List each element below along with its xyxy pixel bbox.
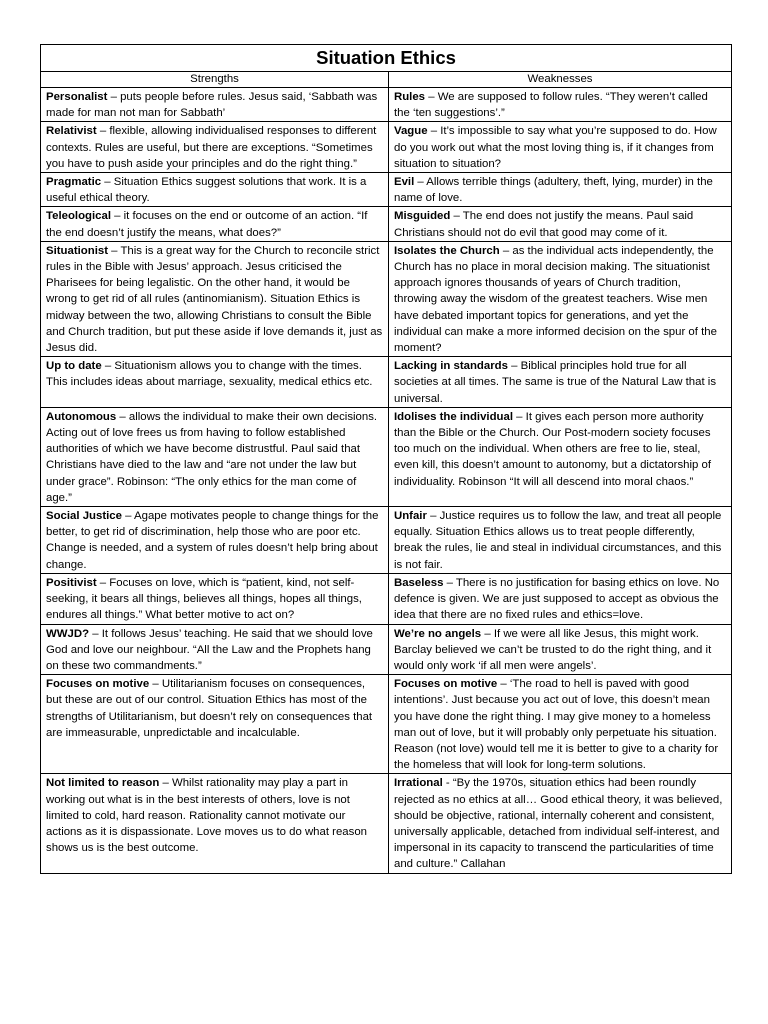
weakness-term: Unfair (394, 510, 427, 523)
strength-cell (41, 241, 389, 356)
weaknesses-header: Weaknesses (389, 72, 732, 88)
strength-cell (41, 122, 389, 173)
strength-term: Pragmatic (46, 176, 102, 189)
strength-description: – Utilitarianism focuses on consequences, but these are out of our control. Situation Ethics has most of the strengths of Utilitarianism, but doesn’t rely on consequences that are immeasurable, unpredictable and incalculable. (46, 678, 373, 739)
table-row (41, 241, 732, 356)
weakness-cell (389, 675, 732, 774)
table-row (41, 675, 732, 774)
weakness-description: – Biblical principles hold true for all societies at all times. The same is true of the Natural Law that is universal. (394, 360, 717, 405)
table-row (41, 624, 732, 675)
strength-term: Focuses on motive (46, 678, 150, 691)
weakness-term: Evil (394, 176, 415, 189)
strength-description: – Focuses on love, which is “patient, kind, not self-seeking, it bears all things, believes all things, hopes all things, endures all things.” What better motive to act on? (46, 576, 362, 622)
weakness-term: Baseless (394, 576, 444, 589)
table-row (41, 407, 732, 506)
weakness-term: Irrational (394, 777, 443, 790)
weakness-description: - “By the 1970s, situation ethics had been roundly rejected as no ethics at all… Good ethical theory, it was believed, should be objective, rational, internally coherent and consistent, universally applicable, detached from individual self-interest, and impersonal in its capacity to transcend the particularities of time and culture.” Callahan (394, 777, 723, 871)
strength-term: Relativist (46, 125, 97, 138)
table-row (41, 573, 732, 624)
weakness-description: – Justice requires us to follow the law, and treat all people equally. Situation Ethics allows us to treat people differently, break the rules, lie and steal in individual circumstances, and this is not fair. (394, 510, 722, 571)
weakness-term: We’re no angels (394, 627, 482, 640)
table-row (41, 207, 732, 241)
situation-ethics-table (40, 44, 732, 874)
weakness-term: Isolates the Church (394, 244, 500, 257)
weakness-description: – Allows terrible things (adultery, theft, lying, murder) in the name of love. (394, 176, 713, 205)
weakness-term: Rules (394, 91, 426, 103)
table-row (41, 122, 732, 173)
weakness-term: Lacking in standards (394, 360, 508, 373)
weakness-cell (389, 624, 732, 675)
table-row (41, 507, 732, 574)
weakness-description: – There is no justification for basing ethics on love. No defence is given. We are just supposed to accept as obvious the idea that there are no fixed rules and ethics=love. (394, 576, 720, 622)
strength-term: Not limited to reason (46, 777, 160, 790)
strength-cell (41, 173, 389, 207)
strengths-header: Strengths (41, 72, 389, 88)
strength-description: – It follows Jesus’ teaching. He said that we should love God and love our neighbour. “All the Law and the Prophets hang on these two commandments.” (46, 627, 373, 672)
header-row (41, 72, 732, 88)
table-row (41, 357, 732, 408)
weakness-description: – It’s impossible to say what you’re supposed to do. How do you work out what the most loving thing is, if it changes from situation to situation? (394, 125, 717, 170)
weakness-cell (389, 407, 732, 506)
weakness-cell (389, 207, 732, 241)
title-row (41, 45, 732, 72)
strength-cell (41, 774, 389, 873)
strength-description: – flexible, allowing individualised responses to different contexts. Rules are useful, but there are exceptions. “Sometimes you have to push aside your principles and do the right thing.” (46, 125, 377, 170)
weakness-description: – ‘The road to hell is paved with good intentions’. Just because you act out of love, this doesn’t mean you have done the right thing. I may give money to a homeless man out of love, but it will probably only perpetuate his situation. Reason (not love) would tell me it is better to give to a charity for the homeless that will look for long-term solutions. (394, 678, 719, 772)
table-row (41, 774, 732, 873)
weakness-term: Focuses on motive (394, 678, 498, 691)
document-page (40, 44, 731, 874)
strength-term: Teleological (46, 210, 111, 223)
strength-description: – it focuses on the end or outcome of an action. “If the end doesn’t justify the means, what does?” (46, 210, 368, 239)
strength-description: – Whilst rationality may play a part in working out what is in the best interests of others, love is not limited to cold, hard reason. Rationality cannot motivate our actions as it is dispassionate. Love moves us to do what reason shows us is the best outcome. (46, 777, 368, 855)
weakness-description: – We are supposed to follow rules. “They weren’t called the ‘ten suggestions’.” (394, 91, 708, 120)
weakness-term: Misguided (394, 210, 451, 223)
weakness-cell (389, 573, 732, 624)
strength-term: WWJD? (46, 627, 90, 640)
strength-cell (41, 88, 389, 122)
strength-description: – This is a great way for the Church to reconcile strict rules in the Bible with Jesus’ approach. Jesus criticised the Pharisees for being legalistic. On the other hand, it would be wrong to get rid of all rules (antinomianism). Situation Ethics is midway between the two, allowing Christians to consult the Bible and Church tradition, but put these aside if love demands it, just as Jesus did. (46, 244, 383, 355)
strength-term: Situationist (46, 244, 109, 257)
weakness-cell (389, 774, 732, 873)
strength-description: – allows the individual to make their own decisions. Acting out of love frees us from having to follow established authorities of which we have become distrustful. Paul said that Christians have died to the law and “are not under the law but under grace”. Robinson: “The only ethics for the man come of age.” (46, 410, 378, 504)
weakness-term: Vague (394, 125, 428, 138)
strength-cell (41, 207, 389, 241)
table-row (41, 88, 732, 122)
strength-term: Autonomous (46, 410, 117, 423)
strength-cell (41, 507, 389, 574)
strength-description: – Agape motivates people to change things for the better, to get rid of discrimination, help those who are poor etc. Change is needed, and a system of rules doesn’t help bring about change. (46, 510, 379, 571)
weakness-cell (389, 173, 732, 207)
strength-description: – puts people before rules. Jesus said, ‘Sabbath was made for man not man for Sabbath’ (46, 91, 378, 120)
strength-cell (41, 573, 389, 624)
strength-term: Personalist (46, 91, 108, 103)
strength-cell (41, 675, 389, 774)
strength-term: Up to date (46, 360, 102, 373)
weakness-cell (389, 88, 732, 122)
table-title: Situation Ethics (41, 45, 732, 72)
strength-description: – Situation Ethics suggest solutions that work. It is a useful ethical theory. (46, 176, 367, 205)
weakness-cell (389, 507, 732, 574)
table-body (41, 88, 732, 874)
weakness-description: – If we were all like Jesus, this might work. Barclay believed we can’t be trusted to do the right thing, and it would only work ‘if all men were angels’. (394, 627, 712, 672)
strength-term: Positivist (46, 576, 97, 589)
strength-cell (41, 407, 389, 506)
weakness-description: – It gives each person more authority than the Bible or the Church. Our Post-modern society focuses too much on the individual. When others are free to lie, steal, even kill, this doesn’t amount to autonomy, but a dictatorship of individuality. Robinson “It will all descend into moral chaos.” (394, 410, 712, 488)
strength-cell (41, 357, 389, 408)
weakness-cell (389, 357, 732, 408)
strength-term: Social Justice (46, 510, 122, 523)
weakness-term: Idolises the individual (394, 410, 513, 423)
weakness-description: – The end does not justify the means. Paul said Christians should not do evil that good may come of it. (394, 210, 694, 239)
strength-cell (41, 624, 389, 675)
weakness-cell (389, 122, 732, 173)
weakness-cell (389, 241, 732, 356)
weakness-description: – as the individual acts independently, the Church has no place in moral decision making. The situationist approach ignores thousands of years of Church tradition, throwing away the wisdom of the greatest teachers. Wise men have debated important topics for generations, and yet the individual can make a more informed decision on the spur of the moment? (394, 244, 717, 355)
table-row (41, 173, 732, 207)
strength-description: – Situationism allows you to change with the times. This includes ideas about marriage, sexuality, medical ethics etc. (46, 360, 373, 389)
